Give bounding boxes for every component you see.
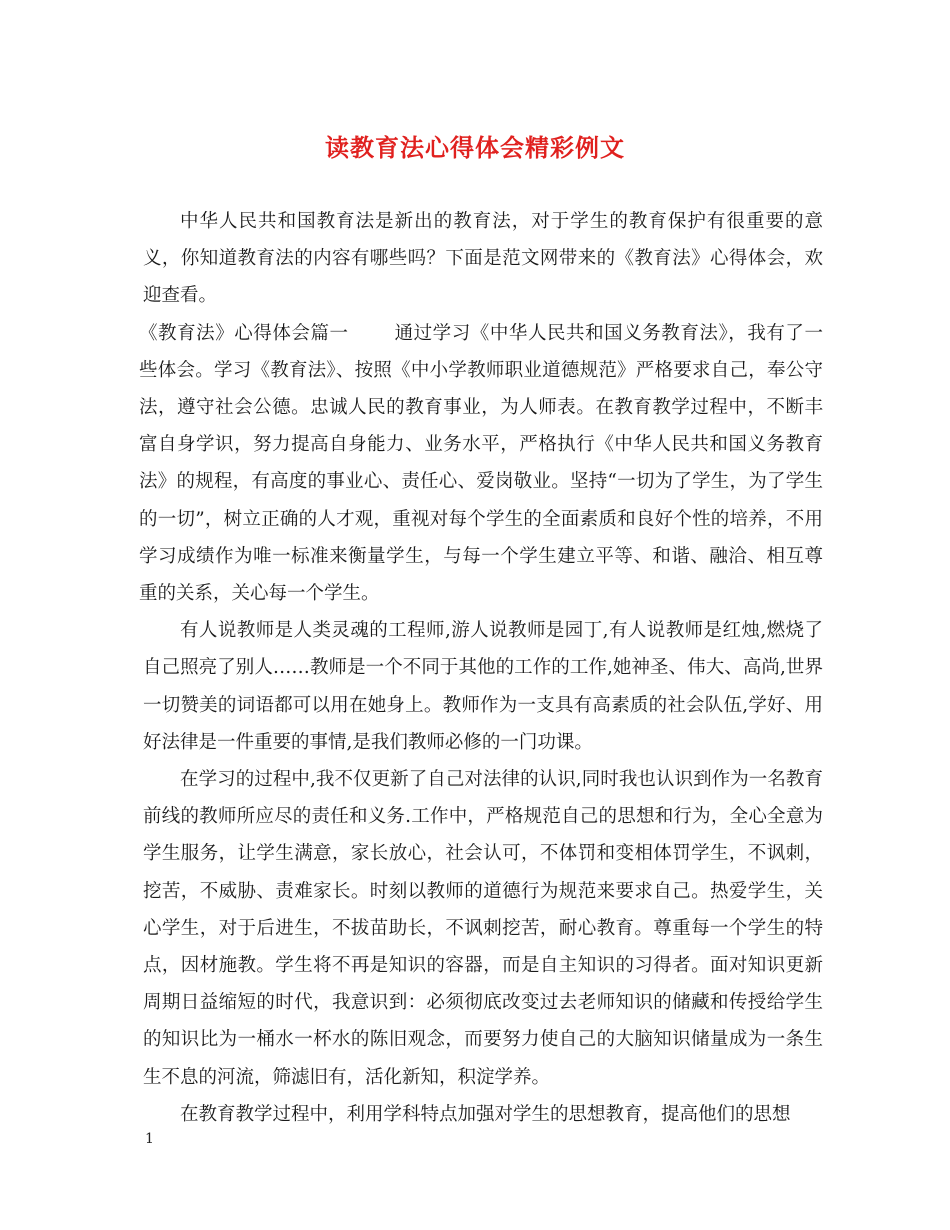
document-title: 读教育法心得体会精彩例文 <box>325 133 625 162</box>
paragraph-4: 在教育教学过程中，利用学科特点加强对学生的思想教育，提高他们的思想 <box>180 1103 791 1125</box>
paragraph-2: 有人说教师是人类灵魂的工程师,游人说教师是园丁,有人说教师是红烛,燃烧了自己照亮了别人……教师是一个不同于其他的工作的工作,她神圣、伟大、高尚,世界一切赞美的词语都可以用在她身上。教师作为一支具有高素质的社会队伍,学好、用好法律是一件重要的事情,是我们教师必修的一门功课。 <box>143 620 823 753</box>
intro-paragraph: 中华人民共和国教育法是新出的教育法，对于学生的教育保护有很重要的意义，你知道教育法的内容有哪些吗？下面是范文网带来的《教育法》心得体会，欢迎查看。 <box>143 211 823 307</box>
section-paragraph-1 <box>139 315 823 613</box>
paragraph-3: 在学习的过程中,我不仅更新了自己对法律的认识,同时我也认识到作为一名教育前线的教师所应尽的责任和义务.工作中，严格规范自己的思想和行为，全心全意为学生服务，让学生满意，家长放心，社会认可，不体罚和变相体罚学生，不讽刺，挖苦，不威胁、责难家长。时刻以教师的道德行为规范来要求自己。热爱学生，关心学生，对于后进生，不拔苗助长，不讽刺挖苦，耐心教育。尊重每一个学生的特点，因材施教。学生将不再是知识的容器，而是自主知识的习得者。面对知识更新周期日益缩短的时代，我意识到：必须彻底改变过去老师知识的储藏和传授给学生的知识比为一桶水一杯水的陈旧观念，而要努力使自己的大脑知识储量成为一条生生不息的河流，筛滤旧有，活化新知，积淀学养。 <box>143 769 823 1088</box>
document-body <box>139 203 823 1133</box>
section-heading: 《教育法》心得体会篇一 <box>139 322 349 344</box>
page-number: 1 <box>145 1131 154 1147</box>
section-text: 通过学习《中华人民共和国义务教育法》，我有了一些体会。学习《教育法》、按照《中小学教师职业道德规范》严格要求自己，奉公守法，遵守社会公德。忠诚人民的教育事业，为人师表。在教育教学过程中，不断丰富自身学识，努力提高自身能力、业务水平，严格执行《中华人民共和国义务教育法》的规程，有高度的事业心、责任心、爱岗敬业。坚持“一切为了学生，为了学生的一切”，树立正确的人才观，重视对每个学生的全面素质和良好个性的培养，不用学习成绩作为唯一标准来衡量学生，与每一个学生建立平等、和谐、融洽、相互尊重的关系，关心每一个学生。 <box>139 322 823 605</box>
